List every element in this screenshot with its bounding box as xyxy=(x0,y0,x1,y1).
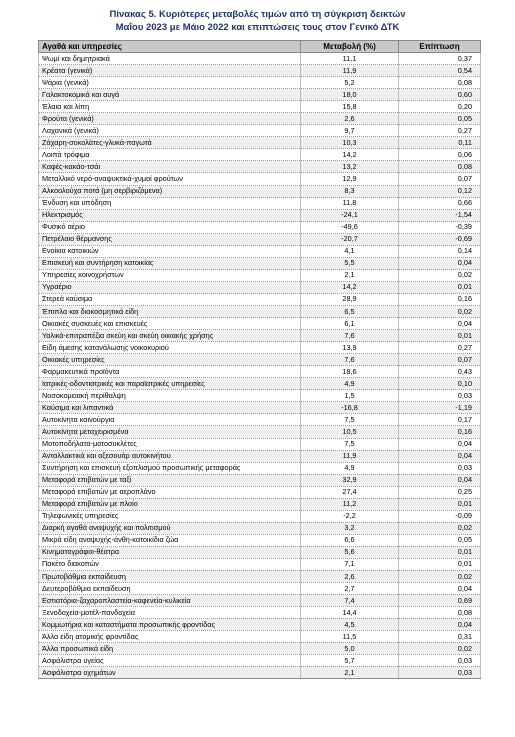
cell-change-percent: -2,2 xyxy=(301,510,399,522)
cell-impact: 0,01 xyxy=(399,281,481,293)
cell-impact: -1,54 xyxy=(399,209,481,221)
table-row xyxy=(39,233,481,245)
cell-change-percent: 7,1 xyxy=(301,558,399,570)
cell-change-percent: 11,2 xyxy=(301,498,399,510)
cell-item: Καφές-κακάο-τσάι xyxy=(39,161,301,173)
header-row xyxy=(39,41,481,53)
cell-item: Τηλεφωνικές υπηρεσίες xyxy=(39,510,301,522)
cell-item: Νοσοκομειακή περίθαλψη xyxy=(39,390,301,402)
cell-change-percent: 27,4 xyxy=(301,486,399,498)
cell-impact: 0,27 xyxy=(399,125,481,137)
cell-item: Μεταφορά επιβατών με ταξί xyxy=(39,474,301,486)
table-row xyxy=(39,305,481,317)
cell-item: Καύσιμα και λιπαντικά xyxy=(39,402,301,414)
cell-change-percent: 4,1 xyxy=(301,245,399,257)
table-row xyxy=(39,65,481,77)
cell-impact: 0,07 xyxy=(399,173,481,185)
cell-item: Μικρά είδη αναψυχής-άνθη-κατοικίδια ζώα xyxy=(39,534,301,546)
cell-change-percent: 13,2 xyxy=(301,161,399,173)
table-row xyxy=(39,161,481,173)
table-row xyxy=(39,245,481,257)
cell-impact: 0,20 xyxy=(399,101,481,113)
cell-item: Ηλεκτρισμός xyxy=(39,209,301,221)
cell-item: Ζάχαρη-σοκολάτες-γλυκά-παγωτά xyxy=(39,137,301,149)
cell-change-percent: 3,2 xyxy=(301,522,399,534)
cell-impact: 0,12 xyxy=(399,185,481,197)
cell-impact: 0,04 xyxy=(399,450,481,462)
cell-impact: 0,10 xyxy=(399,378,481,390)
cell-item: Ενοίκια κατοικιών xyxy=(39,245,301,257)
table-row xyxy=(39,619,481,631)
cell-impact: 0,66 xyxy=(399,197,481,209)
cell-item: Έλαια και λίπη xyxy=(39,101,301,113)
table-row xyxy=(39,221,481,233)
cell-impact: 0,03 xyxy=(399,655,481,667)
cell-impact: 0,02 xyxy=(399,269,481,281)
table-row xyxy=(39,366,481,378)
table-row xyxy=(39,558,481,570)
cell-item: Αυτοκίνητα μεταχειρισμένα xyxy=(39,426,301,438)
cell-change-percent: 15,8 xyxy=(301,101,399,113)
cell-impact: 0,04 xyxy=(399,583,481,595)
cell-change-percent: 7,6 xyxy=(301,354,399,366)
cell-change-percent: 11,9 xyxy=(301,65,399,77)
cell-impact: 0,07 xyxy=(399,354,481,366)
table-row xyxy=(39,595,481,607)
table-row xyxy=(39,667,481,679)
table-row xyxy=(39,293,481,305)
cell-change-percent: 11,5 xyxy=(301,631,399,643)
cell-change-percent: 14,4 xyxy=(301,607,399,619)
cell-change-percent: 7,5 xyxy=(301,438,399,450)
cell-change-percent: 13,9 xyxy=(301,342,399,354)
table-row xyxy=(39,546,481,558)
table-row xyxy=(39,486,481,498)
cell-item: Μεταλλικό νερό-αναψυκτικά-χυμοί φρούτων xyxy=(39,173,301,185)
cell-impact: 0,05 xyxy=(399,113,481,125)
table-row xyxy=(39,450,481,462)
cell-item: Ασφάλιστρα υγείας xyxy=(39,655,301,667)
cell-item: Οικιακές υπηρεσίες xyxy=(39,354,301,366)
cell-change-percent: 2,6 xyxy=(301,113,399,125)
cell-change-percent: 11,8 xyxy=(301,197,399,209)
cell-item: Αυτοκίνητα καινούργια xyxy=(39,414,301,426)
table-row xyxy=(39,89,481,101)
cell-impact: 0,31 xyxy=(399,631,481,643)
table-row xyxy=(39,655,481,667)
cell-impact: 0,03 xyxy=(399,390,481,402)
table-row xyxy=(39,402,481,414)
cell-impact: 0,02 xyxy=(399,571,481,583)
header-change-percent: Μεταβολή (%) xyxy=(301,41,399,53)
cell-item: Μεταφορά επιβατών με πλοίο xyxy=(39,498,301,510)
title-line-2: Μαΐου 2023 με Μάιο 2022 και επιπτώσεις τους στον Γενικό ΔΤΚ xyxy=(115,22,400,33)
cell-change-percent: 14,2 xyxy=(301,149,399,161)
cell-change-percent: 32,9 xyxy=(301,474,399,486)
cell-item: Πετρέλαιο θέρμανσης xyxy=(39,233,301,245)
cell-item: Οικιακές συσκευές και επισκευές xyxy=(39,318,301,330)
cell-item: Δευτεροβάθμια εκπαίδευση xyxy=(39,583,301,595)
cell-item: Επισκευή και συντήρηση κατοικίας xyxy=(39,257,301,269)
cell-impact: 0,02 xyxy=(399,305,481,317)
cell-change-percent: -20,7 xyxy=(301,233,399,245)
cell-impact: 0,02 xyxy=(399,522,481,534)
table-row xyxy=(39,607,481,619)
table-row xyxy=(39,354,481,366)
cell-impact: 0,25 xyxy=(399,486,481,498)
cell-item: Άλλα προσωπικά είδη xyxy=(39,643,301,655)
cell-change-percent: 7,4 xyxy=(301,595,399,607)
table-row xyxy=(39,438,481,450)
cell-impact: 0,04 xyxy=(399,474,481,486)
cell-item: Μοτοποδήλατα-μοτοσυκλέτες xyxy=(39,438,301,450)
table-row xyxy=(39,378,481,390)
header-goods-services: Αγαθά και υπηρεσίες xyxy=(39,41,301,53)
table-row xyxy=(39,149,481,161)
cell-item: Γαλακτοκομικά και αυγά xyxy=(39,89,301,101)
cell-change-percent: 2,1 xyxy=(301,269,399,281)
cell-change-percent: 11,9 xyxy=(301,450,399,462)
cell-change-percent: 5,6 xyxy=(301,546,399,558)
table-row xyxy=(39,125,481,137)
cell-change-percent: 1,5 xyxy=(301,390,399,402)
cell-change-percent: 18,0 xyxy=(301,89,399,101)
table-row xyxy=(39,522,481,534)
cell-item: Κινηματογράφοι-θέατρα xyxy=(39,546,301,558)
cell-impact: 0,69 xyxy=(399,595,481,607)
cell-item: Διαρκή αγαθά αναψυχής και πολιτισμού xyxy=(39,522,301,534)
cell-item: Ένδυση και υπόδηση xyxy=(39,197,301,209)
cell-change-percent: 11,1 xyxy=(301,53,399,65)
cell-change-percent: 6,1 xyxy=(301,318,399,330)
table-row xyxy=(39,318,481,330)
cell-item: Έπιπλα και διακοσμητικά είδη xyxy=(39,305,301,317)
cell-item: Πρωτοβάθμια εκπαίδευση xyxy=(39,571,301,583)
cell-impact: -0,39 xyxy=(399,221,481,233)
table-row xyxy=(39,510,481,522)
cell-change-percent: 10,3 xyxy=(301,137,399,149)
cell-item: Ψωμί και δημητριακά xyxy=(39,53,301,65)
cell-change-percent: 6,5 xyxy=(301,305,399,317)
cell-item: Υαλικά-επιτραπέζια σκεύη και σκεύη οικιακής χρήσης xyxy=(39,330,301,342)
cell-impact: -0,69 xyxy=(399,233,481,245)
cell-change-percent: 14,2 xyxy=(301,281,399,293)
cell-item: Πακέτο διακοπών xyxy=(39,558,301,570)
cell-item: Συντήρηση και επισκευή εξοπλισμού προσωπικής μεταφοράς xyxy=(39,462,301,474)
cell-item: Ψάρια (γενικά) xyxy=(39,77,301,89)
cell-item: Φυσικό αέριο xyxy=(39,221,301,233)
cell-change-percent: 10,5 xyxy=(301,426,399,438)
cell-impact: 0,04 xyxy=(399,438,481,450)
cell-impact: 0,37 xyxy=(399,53,481,65)
cell-impact: 0,17 xyxy=(399,414,481,426)
cell-change-percent: 6,6 xyxy=(301,534,399,546)
cell-item: Ασφάλιστρα οχημάτων xyxy=(39,667,301,679)
table-row xyxy=(39,498,481,510)
cell-change-percent: 18,6 xyxy=(301,366,399,378)
table-row xyxy=(39,414,481,426)
table-row xyxy=(39,101,481,113)
cell-impact: 0,54 xyxy=(399,65,481,77)
table-row xyxy=(39,534,481,546)
table-row xyxy=(39,390,481,402)
cell-item: Αλκοολούχα ποτά (μη σερβιριζόμενα) xyxy=(39,185,301,197)
cell-item: Εστιατόρια-ζαχαροπλαστεία-καφενεία-κυλικεία xyxy=(39,595,301,607)
table-row xyxy=(39,257,481,269)
table-row xyxy=(39,571,481,583)
cell-change-percent: 2,6 xyxy=(301,571,399,583)
cell-change-percent: -16,8 xyxy=(301,402,399,414)
table-row xyxy=(39,209,481,221)
cell-impact: 0,11 xyxy=(399,137,481,149)
table-row xyxy=(39,643,481,655)
cell-item: Λαχανικά (γενικά) xyxy=(39,125,301,137)
cell-impact: 0,08 xyxy=(399,607,481,619)
cell-impact: 0,14 xyxy=(399,245,481,257)
cell-item: Είδη άμεσης κατανάλωσης νοικοκυριού xyxy=(39,342,301,354)
table-row xyxy=(39,426,481,438)
table-title xyxy=(0,8,515,34)
cell-item: Ανταλλακτικά και αξεσουάρ αυτοκινήτου xyxy=(39,450,301,462)
cell-impact: 0,60 xyxy=(399,89,481,101)
cell-change-percent: 5,0 xyxy=(301,643,399,655)
cell-item: Λοιπά τρόφιμα xyxy=(39,149,301,161)
cell-impact: 0,01 xyxy=(399,558,481,570)
cell-impact: 0,27 xyxy=(399,342,481,354)
cell-item: Υπηρεσίες κοινοχρήστων xyxy=(39,269,301,281)
cell-change-percent: 4,9 xyxy=(301,378,399,390)
table-row xyxy=(39,330,481,342)
table-row xyxy=(39,77,481,89)
cell-change-percent: -49,6 xyxy=(301,221,399,233)
cell-change-percent: 4,9 xyxy=(301,462,399,474)
cell-impact: 0,43 xyxy=(399,366,481,378)
cell-item: Κομμωτήρια και καταστήματα προσωπικής φροντίδας xyxy=(39,619,301,631)
cell-impact: 0,01 xyxy=(399,546,481,558)
cell-impact: 0,04 xyxy=(399,619,481,631)
cell-impact: 0,04 xyxy=(399,318,481,330)
cell-change-percent: 12,9 xyxy=(301,173,399,185)
cell-impact: 0,05 xyxy=(399,534,481,546)
cell-impact: 0,01 xyxy=(399,498,481,510)
cell-impact: 0,03 xyxy=(399,667,481,679)
cell-impact: -0,09 xyxy=(399,510,481,522)
cell-impact: 0,08 xyxy=(399,77,481,89)
cell-item: Φρούτα (γενικά) xyxy=(39,113,301,125)
cell-item: Άλλα είδη ατομικής φροντίδας xyxy=(39,631,301,643)
cell-impact: 0,01 xyxy=(399,330,481,342)
cell-item: Ξενοδοχεία-μοτέλ-πανδοχεία xyxy=(39,607,301,619)
cell-change-percent: 9,7 xyxy=(301,125,399,137)
table-row xyxy=(39,583,481,595)
table-row xyxy=(39,53,481,65)
table-row xyxy=(39,269,481,281)
cell-change-percent: 28,9 xyxy=(301,293,399,305)
table-row xyxy=(39,113,481,125)
table-row xyxy=(39,281,481,293)
cell-change-percent: 2,7 xyxy=(301,583,399,595)
cell-item: Στερεά καύσιμα xyxy=(39,293,301,305)
table-row xyxy=(39,474,481,486)
cell-item: Ιατρικές-οδοντιατρικές και παραϊατρικές υπηρεσίες xyxy=(39,378,301,390)
cell-change-percent: 7,6 xyxy=(301,330,399,342)
cell-change-percent: 2,1 xyxy=(301,667,399,679)
cell-impact: 0,04 xyxy=(399,257,481,269)
cell-impact: 0,16 xyxy=(399,293,481,305)
header-impact: Επίπτωση xyxy=(399,41,481,53)
cell-impact: 0,06 xyxy=(399,149,481,161)
table-row xyxy=(39,631,481,643)
cell-change-percent: 5,2 xyxy=(301,77,399,89)
cell-item: Κρέατα (γενικά) xyxy=(39,65,301,77)
cell-change-percent: 4,5 xyxy=(301,619,399,631)
cell-change-percent: 5,5 xyxy=(301,257,399,269)
table-row xyxy=(39,197,481,209)
cell-impact: -1,19 xyxy=(399,402,481,414)
cell-impact: 0,03 xyxy=(399,462,481,474)
cell-change-percent: 8,3 xyxy=(301,185,399,197)
cell-item: Υγραέριο xyxy=(39,281,301,293)
cell-item: Μεταφορά επιβατών με αεροπλάνο xyxy=(39,486,301,498)
cell-impact: 0,08 xyxy=(399,161,481,173)
cell-impact: 0,16 xyxy=(399,426,481,438)
price-changes-table xyxy=(38,40,481,679)
table-body xyxy=(39,53,481,679)
table-row xyxy=(39,185,481,197)
table-row xyxy=(39,173,481,185)
cell-change-percent: 5,7 xyxy=(301,655,399,667)
table-row xyxy=(39,342,481,354)
table-row xyxy=(39,462,481,474)
cell-change-percent: -24,1 xyxy=(301,209,399,221)
table-row xyxy=(39,137,481,149)
cell-item: Φαρμακευτικά προϊόντα xyxy=(39,366,301,378)
cell-impact: 0,02 xyxy=(399,643,481,655)
cell-change-percent: 7,5 xyxy=(301,414,399,426)
title-line-1: Πίνακας 5. Κυριότερες μεταβολές τιμών από τη σύγκριση δεικτών xyxy=(109,9,406,20)
